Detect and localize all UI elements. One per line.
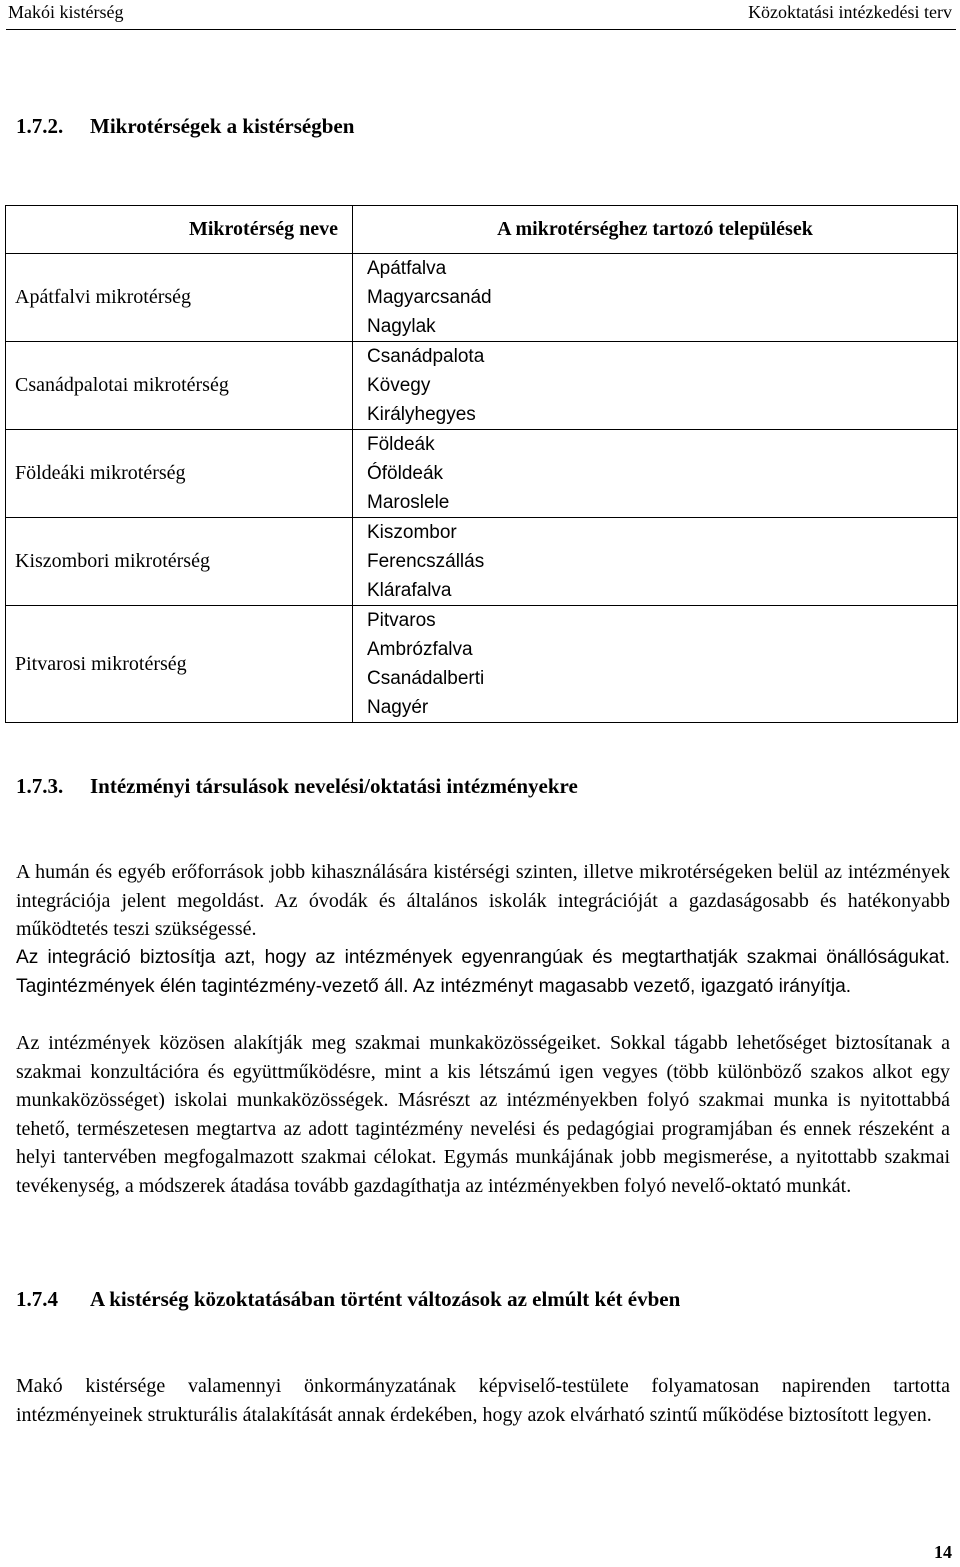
settlement: Kövegy — [367, 375, 431, 396]
table-row — [6, 518, 958, 606]
table-row — [6, 254, 958, 342]
settlement: Csanádpalota — [367, 346, 485, 367]
table-row — [6, 342, 958, 430]
microregion-name: Földeáki mikrotérség — [6, 430, 353, 518]
running-header-left: Makói kistérség — [8, 2, 124, 22]
column-header-name: Mikrotérség neve — [6, 206, 353, 254]
settlement: Nagylak — [367, 316, 436, 337]
column-header-places: A mikrotérséghez tartozó települések — [353, 206, 958, 254]
paragraph-text: Az intézmények közösen alakítják meg szakmai munkaközösségeiket. Sokkal tágabb lehetőséget biztosítanak a szakmai konzultációra és együttműködésre, mint a kis létszámú igen vegyes (több különböző szakos alkot egy munkaközösséget) iskolai munkaközösségek. Másrészt az intézményekben folyó szakmai munka is nyitottabbá tehető, természetesen megtartva az adott tagintézmény nevelési és pedagógiai programjában és ennek részeként a helyi tantervében megfogalmazott szakmai célokat. Egymás munkájának jobb megismerése, a nyitottabb szakmai tevékenység, a módszerek átadása tovább gazdagíthatja az intézményekben folyó nevelő-oktató munkát. — [16, 1032, 950, 1197]
section-title: Mikrotérségek a kistérségben — [90, 114, 355, 138]
settlement: Földeák — [367, 434, 435, 455]
running-header-right: Közoktatási intézkedési terv — [748, 2, 952, 22]
settlement: Magyarcsanád — [367, 287, 492, 308]
settlement: Óföldeák — [367, 463, 444, 484]
settlement: Nagyér — [367, 697, 429, 718]
settlement-list — [353, 254, 958, 342]
body-paragraph — [16, 1029, 950, 1201]
section-number: 1.7.2. — [16, 114, 64, 138]
settlement: Pitvaros — [367, 610, 436, 631]
body-paragraph — [16, 858, 950, 944]
header-divider — [6, 29, 956, 30]
section-heading-1-7-4 — [16, 1287, 680, 1312]
paragraph-text: Az integráció biztosítja azt, hogy az intézmények egyenrangúak és megtarthatják szakmai önállóságukat. Tagintézmények élén tagintézmény-vezető áll. Az intézményt magasabb vezető, igazgató irányítja. — [16, 947, 950, 997]
settlement: Kiszombor — [367, 522, 457, 543]
settlement-list — [353, 430, 958, 518]
settlement-list — [353, 342, 958, 430]
settlement: Ambrózfalva — [367, 639, 473, 660]
microregion-name: Pitvarosi mikrotérség — [6, 606, 353, 723]
section-heading-1-7-2 — [16, 114, 354, 139]
table-row — [6, 430, 958, 518]
section-number: 1.7.4 — [16, 1287, 58, 1311]
paragraph-text: Makó kistérsége valamennyi önkormányzatának képviselő-testülete folyamatosan napirenden tartotta intézményeinek strukturális átalakítását annak érdekében, hogy azok elvárható szintű működése biztosított legyen. — [16, 1375, 950, 1426]
section-title: A kistérség közoktatásában történt változások az elmúlt két évben — [90, 1287, 681, 1311]
settlement: Klárafalva — [367, 580, 452, 601]
settlement: Királyhegyes — [367, 404, 476, 425]
microregion-name: Csanádpalotai mikrotérség — [6, 342, 353, 430]
section-number: 1.7.3. — [16, 774, 64, 798]
microregion-name: Apátfalvi mikrotérség — [6, 254, 353, 342]
settlement: Ferencszállás — [367, 551, 485, 572]
table-row — [6, 606, 958, 723]
section-title: Intézményi társulások nevelési/oktatási intézményekre — [90, 774, 578, 798]
settlement: Csanádalberti — [367, 668, 485, 689]
body-paragraph — [16, 1372, 950, 1429]
settlement-list — [353, 518, 958, 606]
settlement-list — [353, 606, 958, 723]
microregion-name: Kiszombori mikrotérség — [6, 518, 353, 606]
settlement: Apátfalva — [367, 258, 447, 279]
page-number: 14 — [934, 1542, 952, 1562]
paragraph-text: A humán és egyéb erőforrások jobb kihasználására kistérségi szinten, illetve mikrotérségeken belül az intézmények integrációja jelent megoldást. Az óvodák és általános iskolák integrációját a gazdaságosabb és hatékonyabb működtetés teszi szükségessé. — [16, 861, 950, 941]
body-paragraph — [16, 944, 950, 1001]
settlement: Maroslele — [367, 492, 450, 513]
microregion-table — [5, 205, 958, 723]
table-header-row — [6, 206, 958, 254]
section-heading-1-7-3 — [16, 774, 578, 799]
